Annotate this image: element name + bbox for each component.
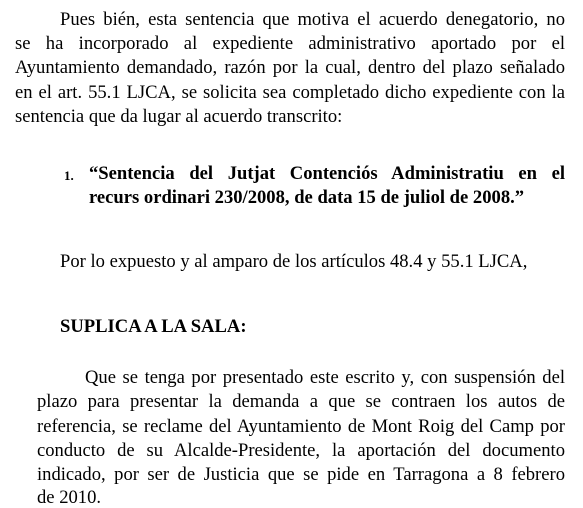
paragraph-1-line-4: en el art. 55.1 LJCA, se solicita sea completado dicho expediente con la bbox=[15, 82, 565, 103]
final-paragraph-line-3: referencia, se reclame del Ayuntamiento de Mont Roig del Camp por bbox=[37, 416, 565, 437]
suplica-heading: SUPLICA A LA SALA: bbox=[60, 316, 247, 337]
list-item-number: 1. bbox=[64, 168, 74, 183]
paragraph-1-line-1: Pues bién, esta sentencia que motiva el acuerdo denegatorio, no bbox=[60, 9, 565, 30]
quoted-sentence-line-1: “Sentencia del Jutjat Contenciós Administratiu en el bbox=[89, 163, 565, 184]
paragraph-1-line-5: sentencia que da lugar al acuerdo transcrito: bbox=[15, 106, 343, 127]
final-paragraph-line-2: plazo para presentar la demanda a que se contraen los autos de bbox=[37, 391, 565, 412]
final-paragraph-line-5: indicado, por ser de Justicia que se pide en Tarragona a 8 febrero bbox=[37, 464, 565, 485]
final-paragraph-line-4: conducto de su Alcalde-Presidente, la aportación del documento bbox=[37, 440, 565, 461]
final-paragraph-line-1: Que se tenga por presentado este escrito y, con suspensión del bbox=[85, 367, 565, 388]
expuesto-paragraph: Por lo expuesto y al amparo de los artículos 48.4 y 55.1 LJCA, bbox=[60, 251, 528, 272]
final-paragraph-line-6: de 2010. bbox=[37, 487, 102, 508]
quoted-sentence-line-2: recurs ordinari 230/2008, de data 15 de juliol de 2008.” bbox=[89, 187, 525, 208]
paragraph-1-line-2: se ha incorporado al expediente administrativo aportado por el bbox=[15, 33, 565, 54]
paragraph-1-line-3: Ayuntamiento demandado, razón por la cual, dentro del plazo señalado bbox=[15, 57, 565, 78]
